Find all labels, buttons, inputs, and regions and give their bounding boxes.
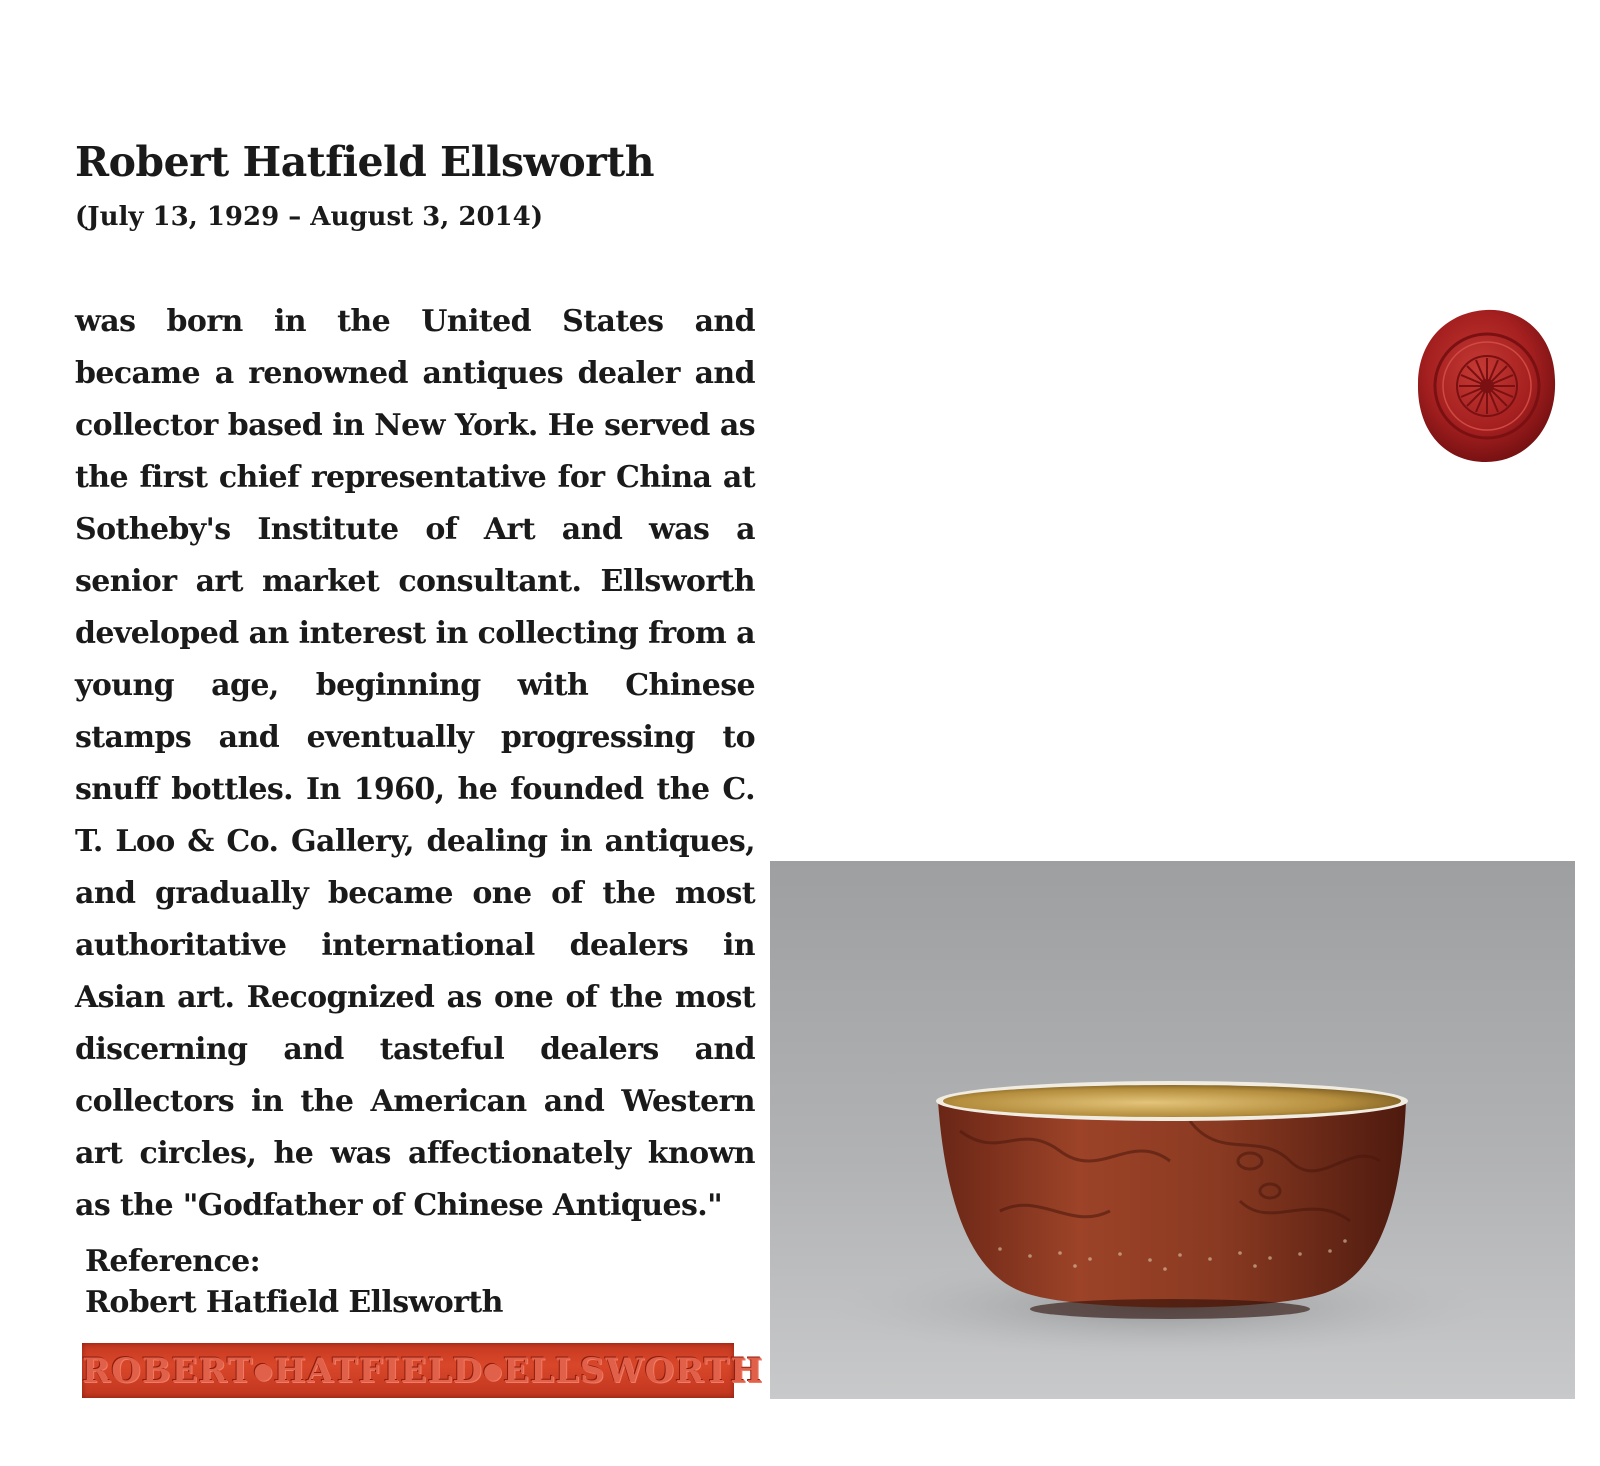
seal-dot-icon: ●: [253, 1357, 274, 1384]
biography-text: was born in the United States and became a renowned antiques dealer and collector based in New York. He served as the first chief representative for China at Sotheby's Institute of Art and was a senior art market consultant. Ellsworth developed an interest in collecting from a young age, beginning with Chinese stamps and eventually progressing to snuff bottles. In 1960, he founded the C. T. Loo & Co. Gallery, dealing in antiques, and gradually became one of the most authoritative international dealers in Asian art. Recognized as one of the most discerning and tasteful dealers and collectors in the American and Western art circles, he was affectionately known as the "Godfather of Chinese Antiques.": [75, 304, 755, 1223]
seal-dot-icon: ●: [482, 1357, 504, 1384]
seal-word: ROBERT: [82, 1350, 254, 1391]
reference-label: Reference:: [85, 1244, 261, 1279]
reference-name: Robert Hatfield Ellsworth: [85, 1285, 503, 1320]
seal-word: HATFIELD: [273, 1350, 483, 1391]
seal-word: ELLSWORTH: [503, 1350, 764, 1391]
wax-seal-icon: [1414, 306, 1558, 466]
name-seal-strip: [82, 1343, 764, 1398]
bowl-photo: [770, 861, 1575, 1399]
person-dates: (July 13, 1929 – August 3, 2014): [75, 202, 544, 232]
person-name: Robert Hatfield Ellsworth: [75, 138, 655, 186]
